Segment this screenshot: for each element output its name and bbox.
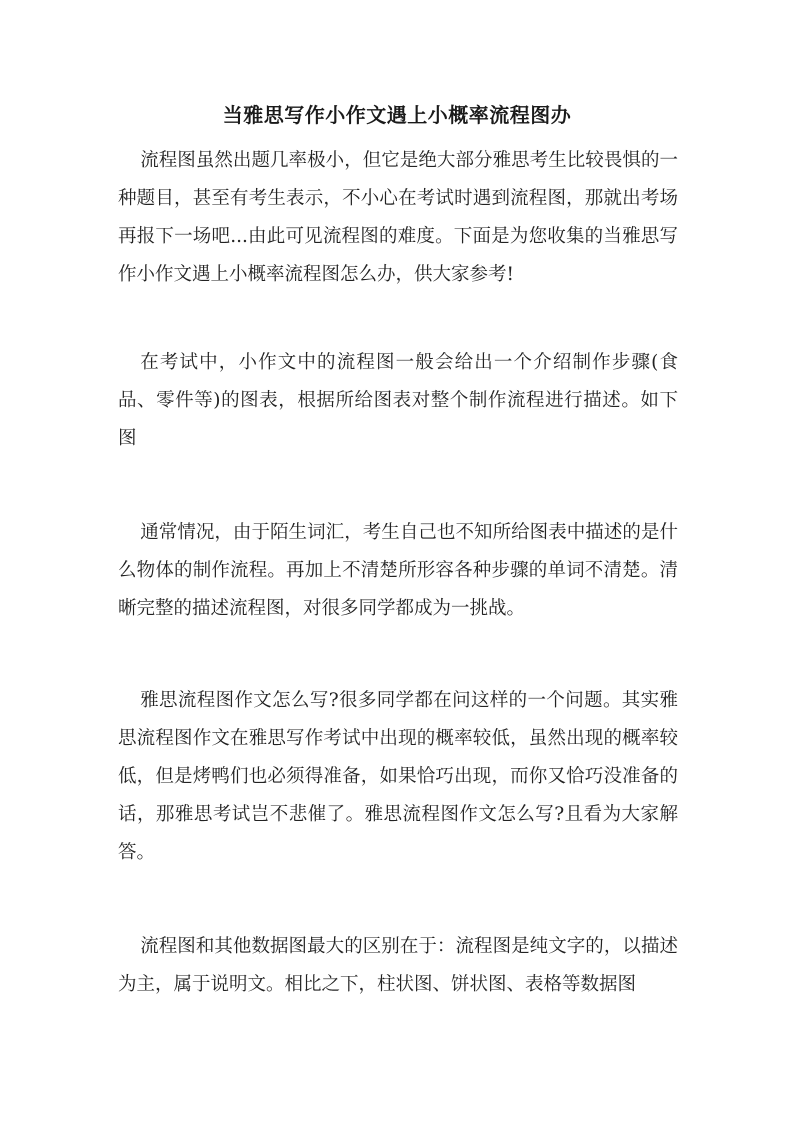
paragraph-difference: 流程图和其他数据图最大的区别在于：流程图是纯文字的，以描述为主，属于说明文。相比之下，柱状图、饼状图、表格等数据图 <box>118 936 678 995</box>
paragraph-how-to-write: 雅思流程图作文怎么写?很多同学都在问这样的一个问题。其实雅思流程图作文在雅思写作考试中出现的概率较低，虽然出现的概率较低，但是烤鸭们也必须得准备，如果恰巧出现，而你又恰巧没准备的话，那雅思考试岂不悲催了。雅思流程图作文怎么写?且看为大家解答。 <box>118 690 678 863</box>
paragraph-difficulty: 通常情况，由于陌生词汇，考生自己也不知所给图表中描述的是什么物体的制作流程。再加上不清楚所形容各种步骤的单词不清楚。清晰完整的描述流程图，对很多同学都成为一挑战。 <box>118 522 678 619</box>
paragraph-intro: 流程图虽然出题几率极小，但它是绝大部分雅思考生比较畏惧的一种题目，甚至有考生表示，不小心在考试时遇到流程图，那就出考场再报下一场吧...由此可见流程图的难度。下面是为您收集的当雅思写作小作文遇上小概率流程图怎么办，供大家参考! <box>118 150 678 285</box>
document-title: 当雅思写作小作文遇上小概率流程图办 <box>222 103 572 127</box>
paragraph-exam-context: 在考试中，小作文中的流程图一般会给出一个介绍制作步骤(食品、零件等)的图表，根据所给图表对整个制作流程进行描述。如下图 <box>118 352 678 449</box>
